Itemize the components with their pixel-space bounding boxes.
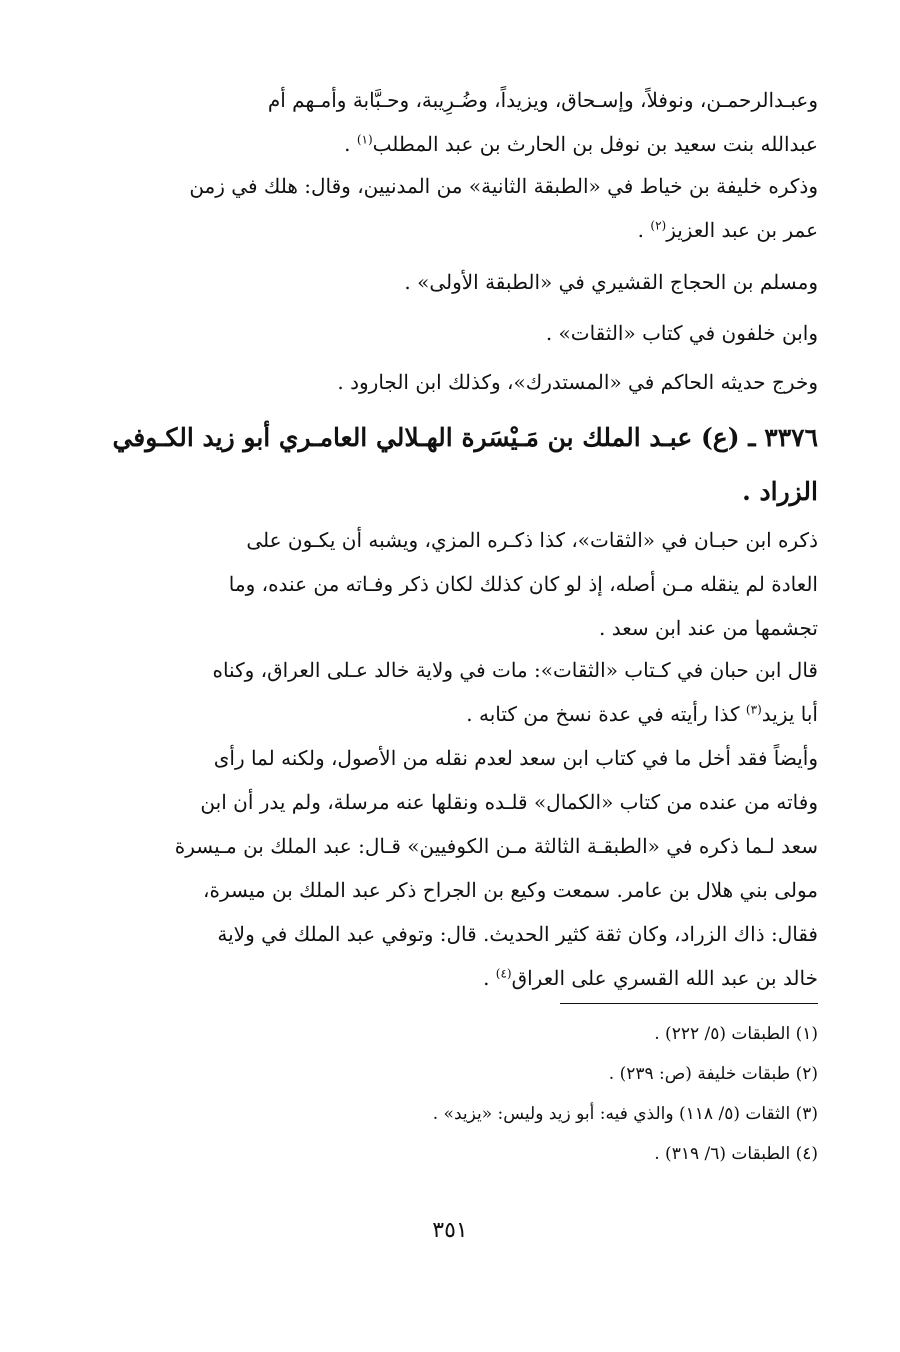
text-line: وخرج حديثه الحاكم في «المستدرك»، وكذلك ابن الجارود . — [337, 370, 818, 394]
footnote-marker: (٤) — [495, 966, 512, 981]
text-line: وأيضاً فقد أخل ما في كتاب ابن سعد لعدم نقله من الأصول، ولكنه لما رأى — [213, 746, 818, 770]
text-line — [82, 122, 818, 166]
paragraph-ibn-khalfun — [82, 311, 818, 355]
sentence-end: كذا رأيته في عدة نسخ من كتابه . — [466, 702, 746, 726]
text-line: العادة لم ينقله مـن أصله، إذ لو كان كذلك لكان ذكر وفـاته من عنده، وما — [228, 572, 818, 596]
entry-heading-line: ٣٣٧٦ ـ (ع) عبـد الملك بن مَـيْسَرة الهـلالي العامـري أبو زيد الكـوفي — [112, 423, 818, 452]
footnote: (٢) طبقات خليفة (ص: ٢٣٩) . — [608, 1064, 818, 1084]
text-line-body: خالد بن عبد الله القسري على العراق — [511, 966, 818, 990]
paragraph-al-hakim — [82, 360, 818, 404]
footnotes — [82, 1014, 818, 1174]
text-line: ومسلم بن الحجاج القشيري في «الطبقة الأولى» . — [404, 270, 818, 294]
footnote: (٣) الثقات (٥/ ١١٨) والذي فيه: أبو زيد وليس: «يزيد» . — [432, 1104, 818, 1124]
text-line: وابن خلفون في كتاب «الثقات» . — [545, 321, 818, 345]
text-line — [82, 692, 818, 736]
text-line: ذكره ابن حبـان في «الثقات»، كذا ذكـره المزي، ويشبه أن يكـون على — [246, 528, 818, 552]
sentence-end: . — [637, 218, 651, 242]
sentence-end: . — [344, 132, 357, 156]
text-line — [82, 956, 818, 1000]
paragraph-sons-of-abd-al-malik — [82, 78, 818, 166]
paragraph-khalifa-ibn-khayyat — [82, 164, 818, 252]
footnote-marker: (٣) — [745, 702, 762, 717]
footnote: (٤) الطبقات (٦/ ٣١٩) . — [654, 1144, 818, 1164]
footnote-marker: (٢) — [650, 218, 667, 233]
paragraph-ibn-hibban-quote — [82, 648, 818, 736]
text-line: تجشمها من عند ابن سعد . — [599, 616, 818, 640]
text-line: وعبـدالرحمـن، ونوفلاً، وإسـحاق، ويزيداً، وضُـرِيبة، وحـبَّابة وأمـهم أم — [267, 88, 818, 112]
paragraph-muslim-ibn-al-hajjaj — [82, 260, 818, 304]
entry-heading — [82, 411, 818, 519]
text-line-body: عبدالله بنت سعيد بن نوفل بن الحارث بن عبد المطلب — [372, 132, 818, 156]
footnote-marker: (١) — [356, 132, 373, 147]
sentence-end: . — [483, 966, 496, 990]
entry-heading-line: الزراد . — [742, 477, 818, 506]
text-line: فقال: ذاك الزراد، وكان ثقة كثير الحديث. قال: وتوفي عبد الملك في ولاية — [217, 922, 818, 946]
text-line: مولى بني هلال بن عامر. سمعت وكيع بن الجراح ذكر عبد الملك بن ميسرة، — [203, 878, 818, 902]
footnote: (١) الطبقات (٥/ ٢٢٢) . — [654, 1024, 818, 1044]
text-line: وفاته من عنده من كتاب «الكمال» قلـده ونقلها عنه مرسلة، ولم يدر أن ابن — [200, 790, 818, 814]
text-line: وذكره خليفة بن خياط في «الطبقة الثانية» من المدنيين، وقال: هلك في زمن — [189, 174, 818, 198]
footnote-separator — [560, 1003, 818, 1004]
text-line: قال ابن حبان في كـتاب «الثقات»: مات في ولاية خالد عـلى العراق، وكناه — [212, 658, 818, 682]
text-line — [82, 208, 818, 252]
paragraph-ibn-sad-critique — [82, 736, 818, 1000]
text-line-body: عمر بن عبد العزيز — [666, 218, 818, 242]
paragraph-ibn-hibban-mention — [82, 518, 818, 650]
text-line: سعد لـما ذكره في «الطبقـة الثالثة مـن الكوفيين» قـال: عبد الملك بن مـيسرة — [174, 834, 818, 858]
text-line-body: أبا يزيد — [761, 702, 818, 726]
page-number: ٣٥١ — [432, 1218, 468, 1243]
